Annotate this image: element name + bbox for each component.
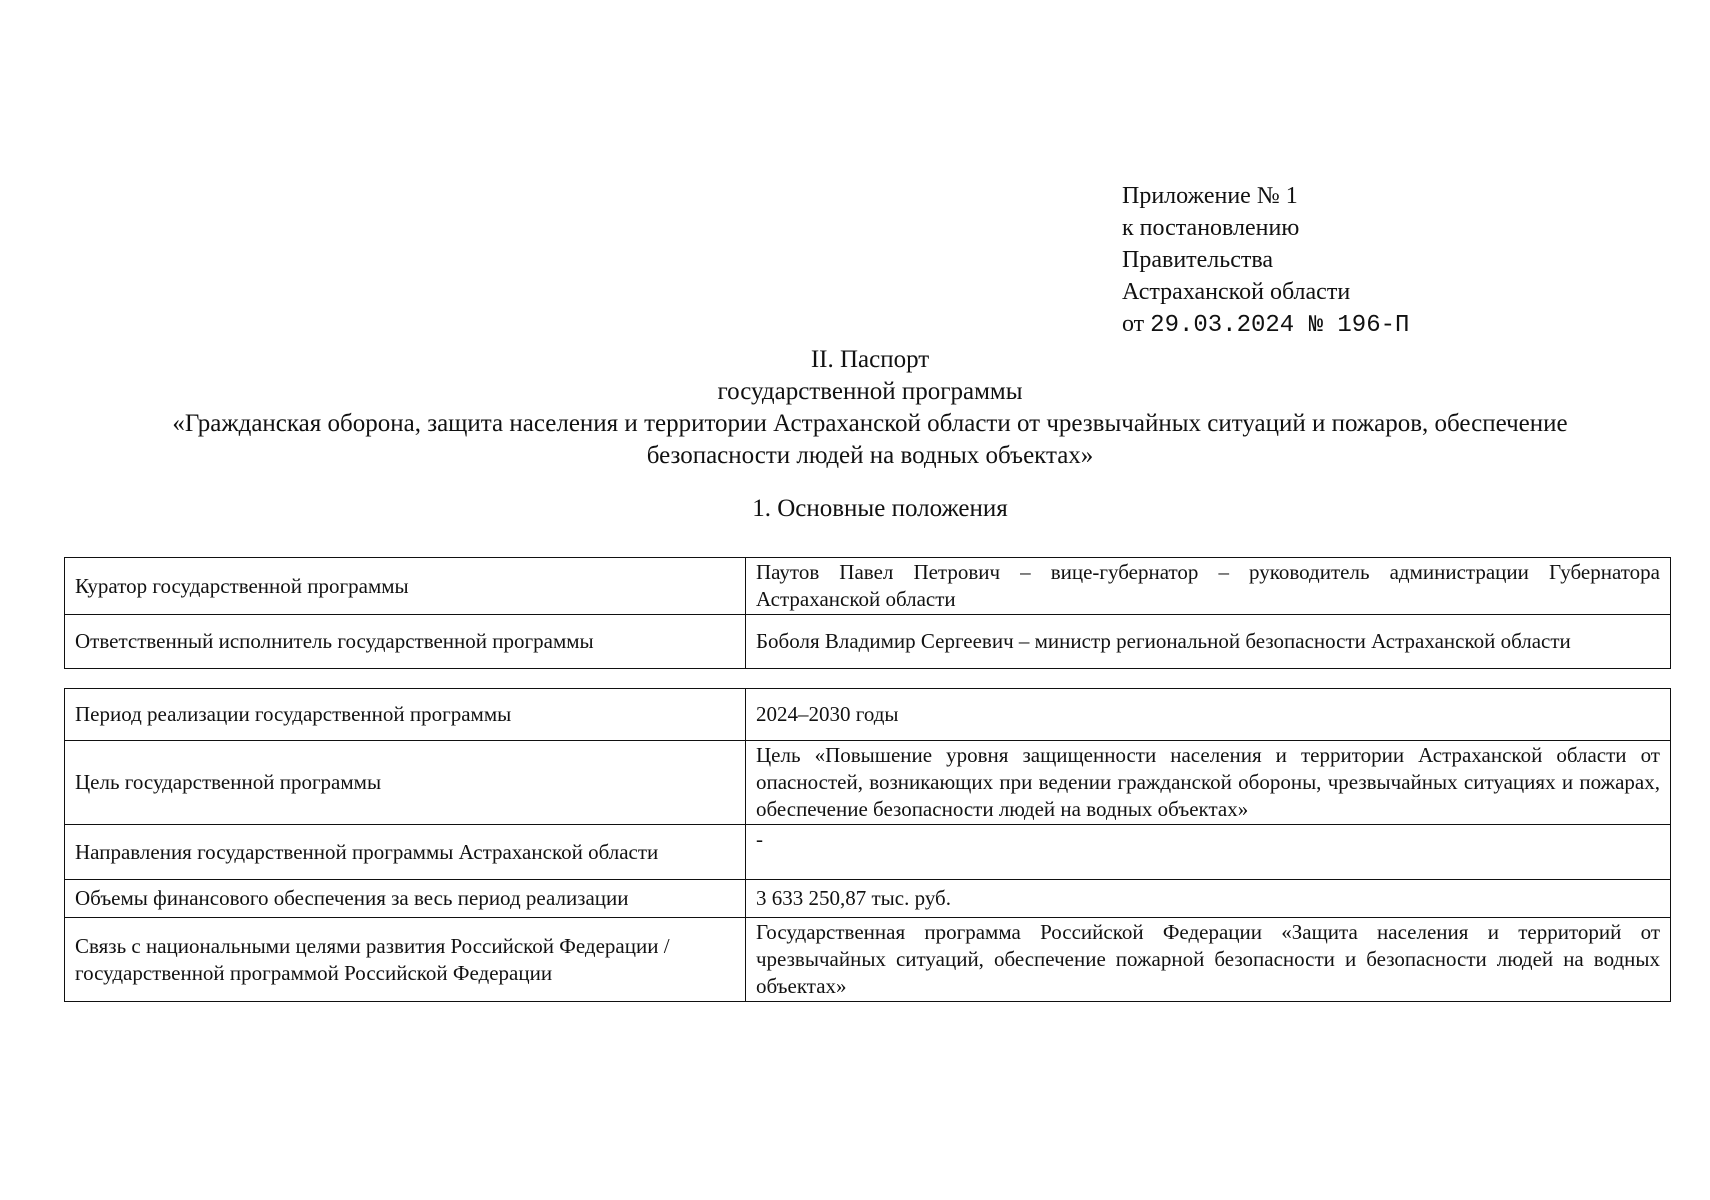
- heading-program: государственной программы: [717, 378, 1023, 405]
- table-row: [65, 825, 1671, 880]
- table-row: [65, 880, 1671, 918]
- table-cell-value: -: [746, 825, 1671, 880]
- table-cell-value: Цель «Повышение уровня защищенности населения и территории Астраханской области от опасностей, возникающих при ведении гражданской обороны, чрезвычайных ситуациях и пожарах, обеспечение безопасности людей на водных объектах»: [746, 741, 1671, 825]
- table-cell-value: Боболя Владимир Сергеевич – министр региональной безопасности Астраханской области: [746, 615, 1671, 669]
- table-cell-label: Связь с национальными целями развития Российской Федерации / государственной программой Российской Федерации: [65, 918, 746, 1002]
- table-cell-label: Цель государственной программы: [65, 741, 746, 825]
- appendix-date-number: 29.03.2024 № 196-П: [1150, 312, 1410, 339]
- table-row: [65, 741, 1671, 825]
- section-title: 1. Основные положения: [752, 495, 1008, 522]
- table-row: [65, 689, 1671, 741]
- appendix-block: [1122, 180, 1409, 342]
- appendix-to-decree: к постановлению: [1122, 215, 1300, 241]
- table-cell-label: Куратор государственной программы: [65, 558, 746, 615]
- table-cell-label: Ответственный исполнитель государственной программы: [65, 615, 746, 669]
- table-row: [65, 615, 1671, 669]
- appendix-region: Астраханской области: [1122, 279, 1351, 305]
- program-details-table: [64, 688, 1671, 1002]
- table-cell-label: Период реализации государственной программы: [65, 689, 746, 741]
- heading-passport: II. Паспорт: [810, 346, 930, 373]
- table-cell-label: Объемы финансового обеспечения за весь период реализации: [65, 880, 746, 918]
- table-row: [65, 918, 1671, 1002]
- appendix-number: Приложение № 1: [1122, 183, 1298, 209]
- table-cell-value: Паутов Павел Петрович – вице-губернатор – руководитель администрации Губернатора Астраханской области: [746, 558, 1671, 615]
- main-info-table: [64, 557, 1671, 669]
- appendix-date-line: [1122, 308, 1409, 342]
- table-row: [65, 558, 1671, 615]
- table-cell-value: 3 633 250,87 тыс. руб.: [746, 880, 1671, 918]
- appendix-government: Правительства: [1122, 247, 1274, 273]
- appendix-date-prefix: от: [1122, 311, 1145, 337]
- table-cell-value: 2024–2030 годы: [746, 689, 1671, 741]
- document-heading: [40, 344, 1700, 472]
- heading-program-name-line1: «Гражданская оборона, защита населения и территории Астраханской области от чрезвычайных ситуаций и пожаров, обеспечение: [172, 410, 1568, 437]
- table-cell-value: Государственная программа Российской Федерации «Защита населения и территорий от чрезвычайных ситуаций, обеспечение пожарной безопасности и безопасности людей на водных объектах»: [746, 918, 1671, 1002]
- table-cell-label: Направления государственной программы Астраханской области: [65, 825, 746, 880]
- heading-program-name-line2: безопасности людей на водных объектах»: [646, 442, 1094, 469]
